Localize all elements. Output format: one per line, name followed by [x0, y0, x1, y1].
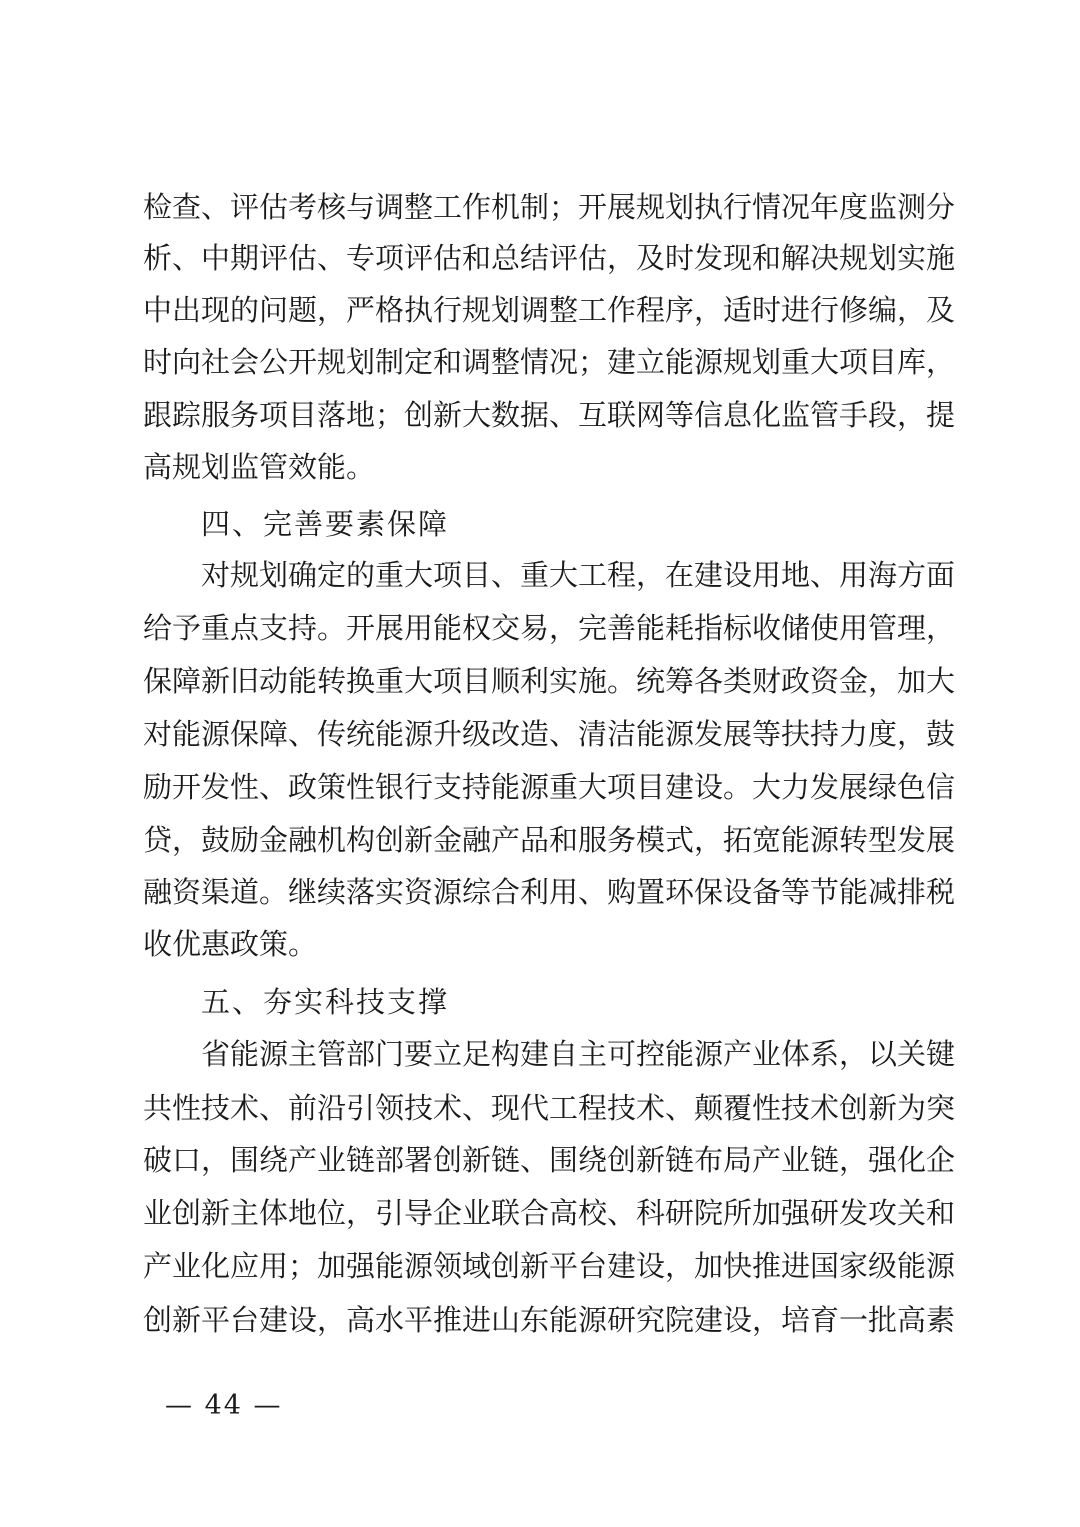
paragraph-2-line-4: 对能源保障、传统能源升级改造、清洁能源发展等扶持力度，鼓: [143, 717, 956, 751]
paragraph-2-line-8: 收优惠政策。: [143, 927, 318, 961]
paragraph-1-line-2: 析、中期评估、专项评估和总结评估，及时发现和解决规划实施: [143, 241, 956, 275]
section-heading-5: 五、夯实科技支撑: [201, 985, 450, 1019]
paragraph-2-line-7: 融资渠道。继续落实资源综合利用、购置环保设备等节能减排税: [143, 875, 956, 909]
paragraph-3-line-1: 省能源主管部门要立足构建自主可控能源产业体系，以关键: [201, 1037, 956, 1071]
paragraph-1-line-1: 检查、评估考核与调整工作机制；开展规划执行情况年度监测分: [143, 190, 956, 224]
paragraph-1-line-6: 高规划监管效能。: [143, 450, 376, 484]
paragraph-3-line-4: 业创新主体地位，引导企业联合高校、科研院所加强研发攻关和: [143, 1196, 956, 1230]
paragraph-2-line-1: 对规划确定的重大项目、重大工程，在建设用地、用海方面: [201, 558, 956, 592]
section-heading-4: 四、完善要素保障: [201, 507, 450, 541]
paragraph-3-line-2: 共性技术、前沿引领技术、现代工程技术、颠覆性技术创新为突: [143, 1091, 956, 1125]
paragraph-3-line-6: 创新平台建设，高水平推进山东能源研究院建设，培育一批高素: [143, 1303, 956, 1337]
paragraph-1-line-5: 跟踪服务项目落地；创新大数据、互联网等信息化监管手段，提: [143, 398, 956, 432]
paragraph-2-line-3: 保障新旧动能转换重大项目顺利实施。统筹各类财政资金，加大: [143, 664, 956, 698]
paragraph-3-line-3: 破口，围绕产业链部署创新链、围绕创新链布局产业链，强化企: [143, 1143, 956, 1177]
paragraph-1-line-3: 中出现的问题，严格执行规划调整工作程序，适时进行修编，及: [143, 293, 956, 327]
paragraph-1-line-4: 时向社会公开规划制定和调整情况；建立能源规划重大项目库，: [143, 345, 956, 379]
paragraph-2-line-2: 给予重点支持。开展用能权交易，完善能耗指标收储使用管理，: [143, 611, 956, 645]
paragraph-2-line-5: 励开发性、政策性银行支持能源重大项目建设。大力发展绿色信: [143, 770, 956, 804]
page-number: — 44 —: [165, 1390, 283, 1421]
paragraph-3-line-5: 产业化应用；加强能源领域创新平台建设，加快推进国家级能源: [143, 1249, 956, 1283]
paragraph-2-line-6: 贷，鼓励金融机构创新金融产品和服务模式，拓宽能源转型发展: [143, 823, 956, 857]
